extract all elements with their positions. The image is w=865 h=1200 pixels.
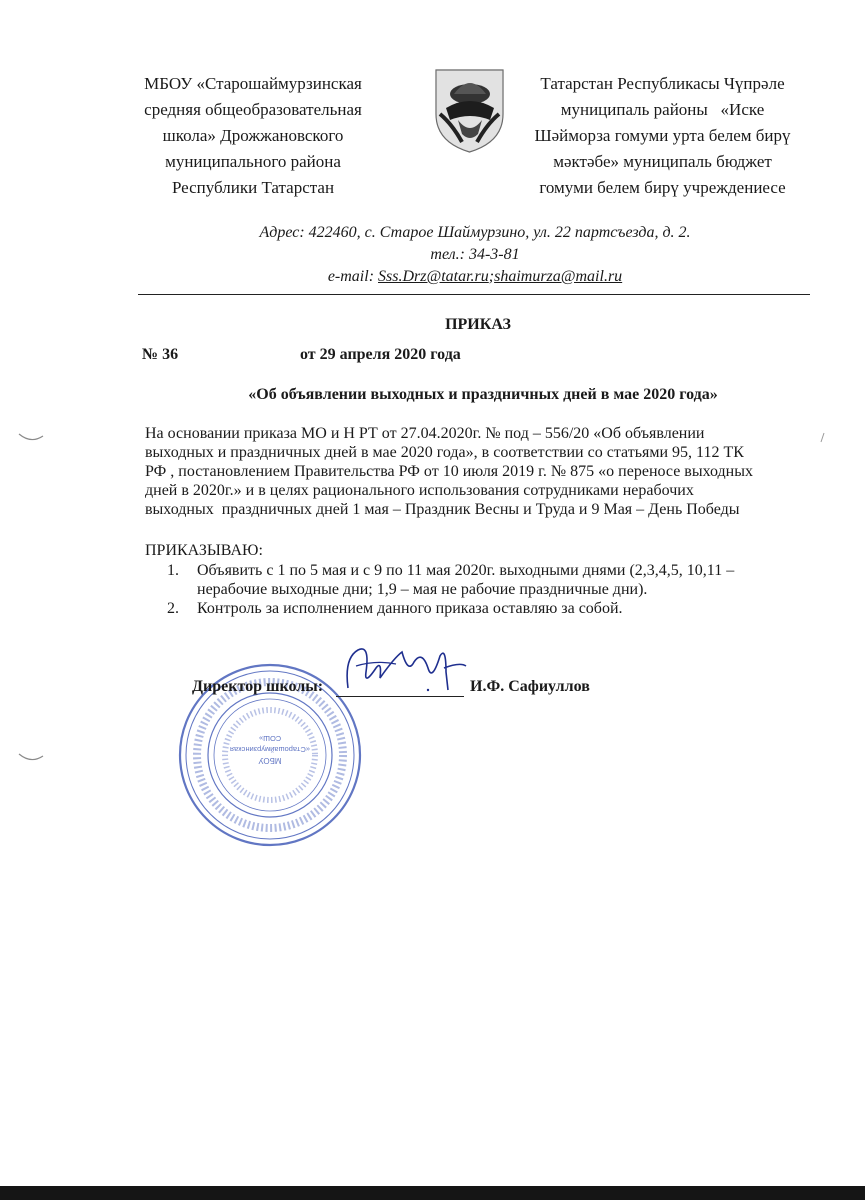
order-items (145, 561, 815, 618)
coat-of-arms-emblem (432, 64, 507, 154)
scan-artifact-mark (818, 432, 826, 444)
stamp-text-line-2: «Старошаймурзинская (229, 745, 311, 754)
header-left-line: МБОУ «Старошаймурзинская (144, 74, 362, 93)
email-link-2[interactable]: shaimurza@mail.ru (494, 268, 623, 285)
email-link-1[interactable]: Sss.Drz@tatar.ru (378, 268, 489, 285)
contact-block (140, 222, 810, 288)
handwritten-signature (336, 638, 471, 698)
email-prefix: e-mail: (327, 268, 379, 285)
item-line: нерабочие выходные дни; 1,9 – мая не рабочие праздничные дни). (197, 581, 648, 598)
email-separator: ; (488, 268, 495, 285)
header-right-line: Татарстан Республикасы Чүпрәле (540, 74, 785, 93)
header-right-line: мәктәбе» муниципаль бюджет (553, 152, 772, 171)
item-line: Контроль за исполнением данного приказа оставляю за собой. (197, 600, 623, 617)
school-name-tatar (525, 71, 800, 201)
director-name: И.Ф. Сафиуллов (470, 678, 590, 695)
header-right-line: гомуми белем бирү учреждениесе (539, 178, 786, 197)
item-number: 2. (167, 600, 179, 617)
body-line: выходных праздничных дней 1 мая – Праздник Весны и Труда и 9 Мая – День Победы (145, 501, 740, 518)
order-title: ПРИКАЗ (445, 316, 511, 333)
scan-artifact-mark (18, 750, 44, 764)
order-date: от 29 апреля 2020 года (300, 346, 461, 363)
header-right-line: Шәйморза гомуми урта белем бирү (534, 126, 791, 145)
order-subject: «Об объявлении выходных и праздничных дней в мае 2020 года» (248, 386, 718, 403)
order-number: № 36 (142, 346, 179, 363)
header-left-line: Республики Татарстан (171, 178, 335, 197)
header-left-line: средняя общеобразовательная (144, 100, 362, 119)
header-divider (138, 294, 810, 295)
list-item (145, 561, 815, 599)
item-number: 1. (167, 562, 179, 579)
order-body (145, 424, 815, 519)
header-right-line: муниципаль районы «Иске (560, 100, 765, 119)
stamp-text-line-3: СОШ» (258, 734, 282, 743)
address-line: Адрес: 422460, с. Старое Шаймурзино, ул. 22 партсъезда, д. 2. (259, 224, 691, 241)
header-left-line: муниципального района (165, 152, 341, 171)
body-line: дней в 2020г.» и в целях рационального использования сотрудниками нерабочих (145, 482, 694, 499)
scan-bottom-edge (0, 1186, 865, 1200)
item-line: Объявить с 1 по 5 мая и с 9 по 11 мая 2020г. выходными днями (2,3,4,5, 10,11 – (197, 562, 735, 579)
body-line: выходных и праздничных дней в мае 2020 года», в соответствии со статьями 95, 112 ТК (145, 444, 744, 461)
scan-artifact-mark (18, 430, 44, 444)
phone-line: тел.: 34-3-81 (430, 246, 520, 263)
body-line: РФ , постановлением Правительства РФ от 10 июля 2019 г. № 875 «о переносе выходных (145, 463, 753, 480)
stamp-text-line-1: МБОУ (258, 756, 282, 765)
body-line: На основании приказа МО и Н РТ от 27.04.2020г. № под – 556/20 «Об объявлении (145, 425, 705, 442)
signature-label: Директор школы: (192, 678, 324, 695)
order-directive: ПРИКАЗЫВАЮ: (145, 542, 263, 559)
email-line (140, 266, 810, 288)
school-name-russian (118, 71, 388, 201)
header-left-line: школа» Дрожжановского (162, 126, 344, 145)
list-item (145, 599, 815, 618)
